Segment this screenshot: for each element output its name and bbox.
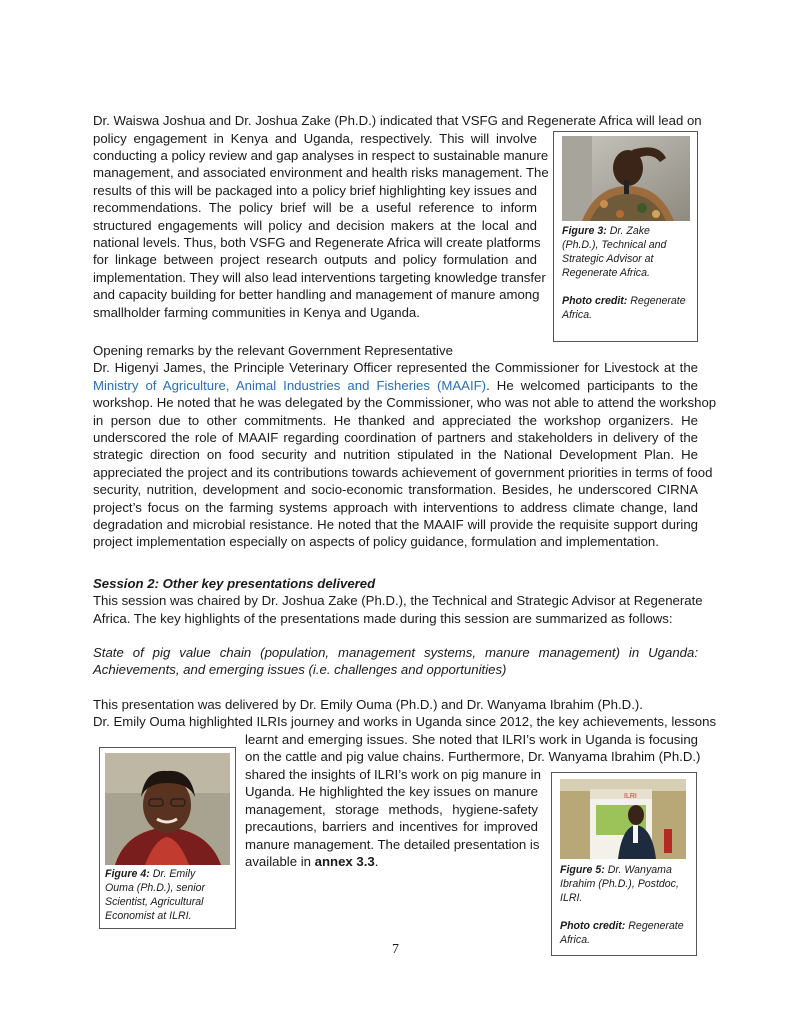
figure-3-caption-line: (Ph.D.), Technical and [562, 239, 667, 251]
paragraph-line: available in annex 3.3. [245, 854, 379, 870]
figure-3-caption-line: Regenerate Africa. [562, 267, 650, 279]
paragraph-line: security, nutrition, development and socio-economic transformation. Besides, he underscored CIRNA [93, 482, 698, 498]
opening-remarks-heading: Opening remarks by the relevant Government Representative [93, 343, 453, 358]
paragraph-line: This presentation was delivered by Dr. Emily Ouma (Ph.D.) and Dr. Wanyama Ibrahim (Ph.D.). [93, 697, 643, 712]
figure-4-caption-line: Ouma (Ph.D.), senior [105, 882, 206, 894]
paragraph-line: degradation and microbial resistance. He noted that the MAAIF will provide the requisite support during [93, 517, 698, 533]
figure-4-photo [105, 753, 230, 865]
figure-4-caption-text: Dr. Emily [152, 868, 196, 880]
figure-3-label: Figure 3: [562, 225, 607, 237]
figure-4-caption-line: Economist at ILRI. [105, 910, 192, 922]
paragraph-line: appreciated the project and its contributions towards achievement of government priorities in terms of food [93, 464, 713, 480]
paragraph-line: underscored the role of MAAIF regarding coordination of partners and stakeholders in delivery of the [93, 430, 698, 446]
annex-reference: annex 3.3 [314, 854, 375, 870]
paragraph-line: for linkage between project research outputs and policy formulation and [93, 252, 537, 268]
paragraph-line: manure management. The detailed presentation is [245, 836, 540, 852]
paragraph-line: management, and associated environment and health risks management. The [93, 165, 549, 181]
presentation-body-narrow [245, 766, 541, 870]
figure-3-caption-text: Dr. Zake [609, 225, 650, 237]
figure-3-credit: Regenerate [630, 295, 686, 307]
figure-3-photo [562, 136, 690, 221]
figure-5-caption [560, 863, 694, 947]
paragraph-line: Uganda. He highlighted the key issues on manure [245, 784, 538, 800]
figure-3-caption [562, 224, 694, 322]
paragraph-line: implementation. They will also lead interventions targeting knowledge transfer [93, 269, 546, 285]
figure-5-credit-line: Africa. [560, 934, 591, 946]
paragraph-line: This session was chaired by Dr. Joshua Zake (Ph.D.), the Technical and Strategic Advisor at Regenerate [93, 593, 703, 609]
paragraph-line: precautions, barriers and incentives for improved [245, 819, 538, 835]
figure-3-credit-label: Photo credit: [562, 295, 628, 307]
maaif-link[interactable]: Ministry of Agriculture, Animal Industries and Fisheries (MAAIF) [93, 377, 487, 393]
figure-3-caption-line: Strategic Advisor at [562, 253, 654, 265]
figure-5-caption-line: ILRI. [560, 892, 583, 904]
session-2-heading: Session 2: Other key presentations delivered [93, 576, 376, 591]
paragraph-line: policy engagement in Kenya and Uganda, respectively. This will involve [93, 130, 537, 146]
figure-5-photo [560, 779, 686, 859]
page-number: 7 [392, 942, 399, 957]
paragraph-line: recommendations. The policy brief will be a useful reference to inform [93, 200, 537, 216]
paragraph-line: strategic direction on food security and nutrition stipulated in the National Development Plan. He [93, 447, 698, 463]
figure-4-caption-line: Scientist, Agricultural [105, 896, 204, 908]
paragraph-line: and capacity building for better handling and management of manure among [93, 287, 540, 303]
presentation-title-line: Achievements, and emerging issues (i.e. challenges and opportunities) [93, 662, 507, 678]
paragraph-line: management, storage methods, hygiene-safety [245, 801, 538, 817]
paragraph-line: in person due to other commitments. He thanked and appreciated the workshop organizers. He [93, 412, 698, 428]
paragraph-policy-engagement [93, 112, 702, 129]
figure-4-label: Figure 4: [105, 868, 150, 880]
figure-4-caption [105, 867, 233, 923]
paragraph-line: smallholder farming communities in Kenya and Uganda. [93, 304, 420, 320]
paragraph-line: conducting a policy review and gap analyses in respect to sustainable manure [93, 147, 549, 163]
paragraph-policy-engagement-wrapped [93, 130, 549, 321]
figure-5-caption-text: Dr. Wanyama [607, 864, 672, 876]
figure-5-box [551, 772, 697, 956]
paragraph-line: workshop. He noted that he was delegated by the Commissioner, who was not able to attend the workshop [93, 395, 717, 411]
figure-3-credit-line: Africa. [562, 309, 593, 321]
paragraph-line: national levels. Thus, both VSFG and Regenerate Africa will create platforms [93, 234, 541, 250]
paragraph-line: Ministry of Agriculture, Animal Industries and Fisheries (MAAIF). He welcomed participants to the [93, 377, 698, 393]
paragraph-line: Dr. Emily Ouma highlighted ILRIs journey and works in Uganda since 2012, the key achievements, lessons [93, 714, 717, 730]
presentation-title-line: State of pig value chain (population, management systems, manure management) in Uganda: [93, 645, 698, 660]
figure-5-label: Figure 5: [560, 864, 605, 876]
paragraph-line: structured engagements will policy and decision makers at the local and [93, 217, 537, 233]
figure-5-credit-label: Photo credit: [560, 920, 626, 932]
figure-3-box [553, 131, 698, 342]
figure-5-banner-text: ILRI [624, 793, 637, 800]
figure-5-credit: Regenerate [628, 920, 684, 932]
paragraph-line: Africa. The key highlights of the presentations made during this session are summarized as follows: [93, 610, 673, 626]
opening-remarks-section [93, 342, 717, 551]
paragraph-line: results of this will be packaged into a policy brief highlighting key issues and [93, 182, 537, 198]
figure-5-caption-line: Ibrahim (Ph.D.), Postdoc, [560, 878, 679, 890]
paragraph-line: Dr. Higenyi James, the Principle Veterinary Officer represented the Commissioner for Livestock at the [93, 360, 698, 376]
paragraph-line: Dr. Waiswa Joshua and Dr. Joshua Zake (Ph.D.) indicated that VSFG and Regenerate Africa will lead on [93, 113, 702, 128]
paragraph-line: on the cattle and pig value chains. Furthermore, Dr. Wanyama Ibrahim (Ph.D.) [245, 749, 701, 765]
paragraph-line: shared the insights of ILRI’s work on pig manure in [245, 767, 541, 782]
presentation-body [93, 696, 717, 731]
presentation-body-mid [245, 731, 701, 766]
figure-4-box [99, 747, 236, 929]
paragraph-line: project implementation especially on aspects of policy guidance, formulation and implementation. [93, 534, 659, 550]
session-2-section [93, 575, 703, 627]
presentation-title [93, 644, 698, 679]
paragraph-line: project’s focus on the farming systems approach with interventions to address climate change, land [93, 499, 698, 515]
paragraph-line: learnt and emerging issues. She noted that ILRI’s work in Uganda is focusing [245, 732, 698, 747]
